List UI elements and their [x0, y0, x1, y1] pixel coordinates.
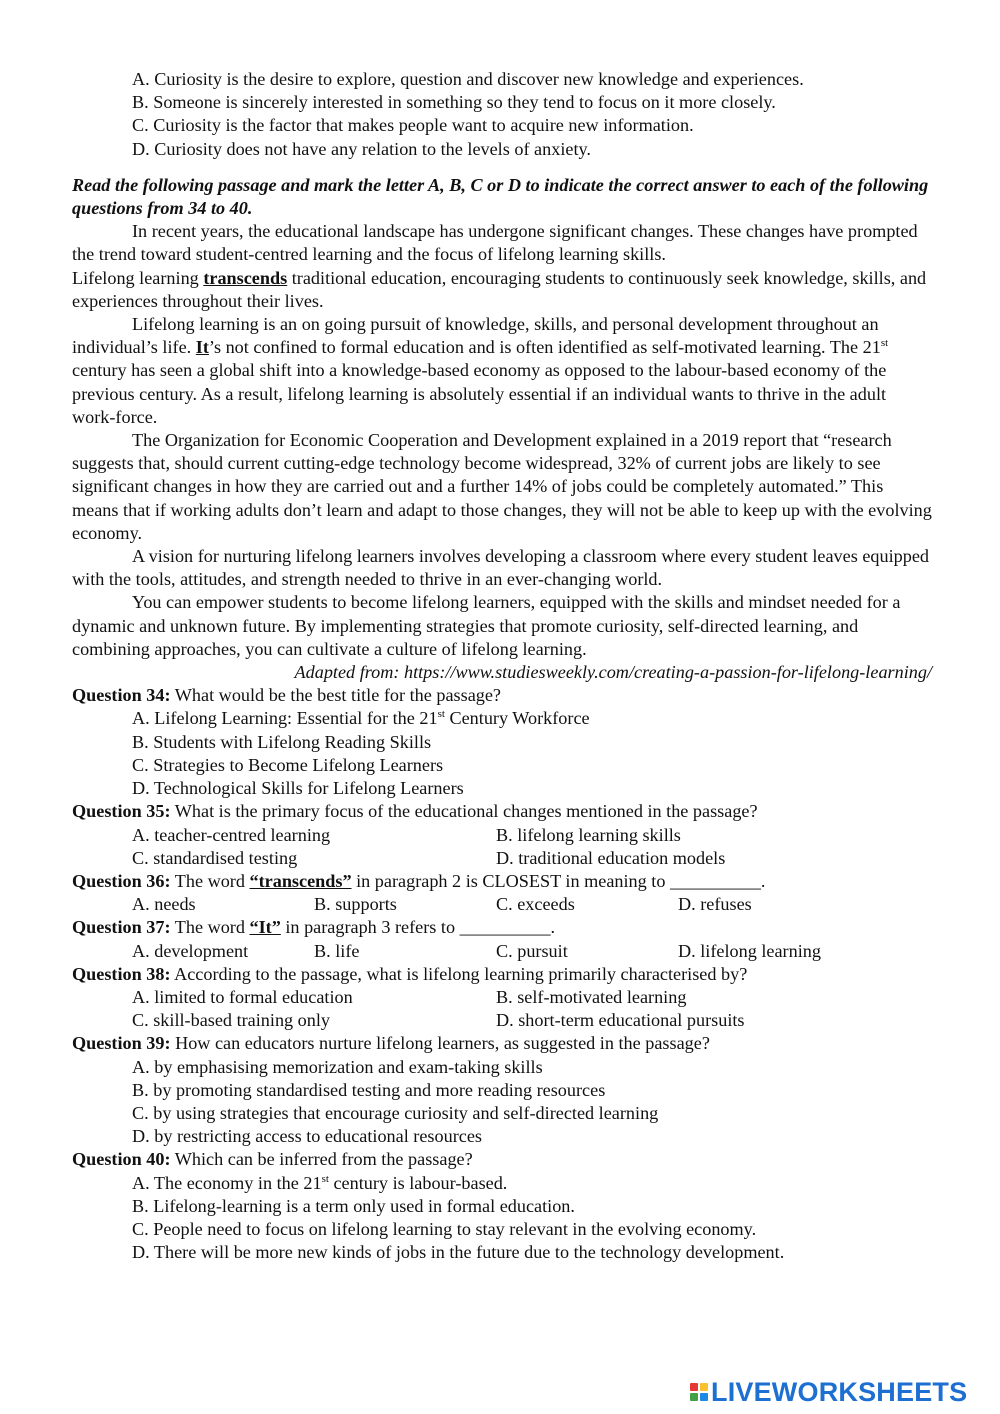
q39-option-c[interactable]: C. by using strategies that encourage curiosity and self-directed learning: [132, 1102, 659, 1123]
liveworksheets-logo[interactable]: [690, 1378, 967, 1406]
logo-square-yellow: [700, 1383, 708, 1391]
q40-option-d[interactable]: D. There will be more new kinds of jobs in the future due to the technology development.: [132, 1242, 785, 1263]
q37-option-a[interactable]: A. development: [132, 940, 249, 961]
q39-option-b[interactable]: B. by promoting standardised testing and more reading resources: [132, 1079, 606, 1100]
q39-option-a[interactable]: A. by emphasising memorization and exam-taking skills: [132, 1056, 543, 1077]
q36-option-d[interactable]: D. refuses: [678, 894, 752, 915]
question-36: [72, 870, 932, 916]
q36-keyword: “transcends”: [249, 870, 352, 891]
passage-paragraph-6: You can empower students to become lifelong learners, equipped with the skills and mindset needed for a dynamic and unknown future. By implementing strategies that promote curiosity, self-directed learning, and combining approaches, you can cultivate a culture of lifelong learning.: [72, 592, 901, 659]
p1-text: In recent years, the educational landscape has undergone significant changes. These changes have prompted the trend toward student-centred learning and the focus of lifelong learning skills.: [72, 221, 918, 265]
q35-stem: Question 35: What is the primary focus of the educational changes mentioned in the passage?: [72, 801, 758, 822]
q35-option-d[interactable]: D. traditional education models: [496, 847, 726, 868]
q33-option-a[interactable]: A. Curiosity is the desire to explore, question and discover new knowledge and experiences.: [132, 69, 804, 89]
passage-paragraph-3: Lifelong learning is an on going pursuit of knowledge, skills, and personal development throughout an individual’s life. It’s not confined to formal education and is often identified as self-motivated learning. The 21st century has seen a global shift into a knowledge-based economy as opposed to the labour-based economy of the previous century. As a result, lifelong learning is absolutely essential if an individual wants to thrive in the adult work-force.: [72, 314, 889, 427]
q36-option-a[interactable]: A. needs: [132, 894, 196, 915]
q40-option-b[interactable]: B. Lifelong-learning is a term only used in formal education.: [132, 1195, 575, 1216]
q34-option-b[interactable]: B. Students with Lifelong Reading Skills: [132, 731, 432, 752]
keyword-transcends: transcends: [203, 267, 288, 288]
q33-option-c[interactable]: C. Curiosity is the factor that makes people want to acquire new information.: [132, 115, 694, 136]
q40-option-c[interactable]: C. People need to focus on lifelong learning to stay relevant in the evolving economy.: [132, 1218, 757, 1239]
logo-square-blue: [700, 1393, 708, 1401]
q37-option-b[interactable]: B. life: [314, 940, 360, 961]
logo-square-green: [690, 1393, 698, 1401]
q34-option-c[interactable]: C. Strategies to Become Lifelong Learners: [132, 754, 444, 775]
keyword-it: It: [195, 337, 209, 358]
q36-option-b[interactable]: B. supports: [314, 894, 397, 915]
passage-paragraph-4: The Organization for Economic Cooperation and Development explained in a 2019 report that “research suggests that, should current cutting-edge technology become widespread, 32% of current jobs are likely to see significant changes in how they are carried out and a further 14% of jobs could be completely automated.” This means that if working adults don’t learn and adapt to those changes, they will not be able to keep up with the evolving economy.: [72, 430, 932, 543]
q37-option-c[interactable]: C. pursuit: [496, 940, 568, 961]
passage-paragraph-1: [72, 220, 932, 266]
question-39: [72, 1032, 932, 1148]
q33-option-d[interactable]: D. Curiosity does not have any relation to the levels of anxiety.: [132, 138, 591, 159]
passage-paragraph-2: Lifelong learning transcends traditional education, encouraging students to continuously seek knowledge, skills, and experiences throughout their lives.: [72, 267, 927, 311]
q40-option-a[interactable]: A. The economy in the 21st century is labour-based.: [132, 1172, 508, 1193]
reading-passage: [72, 220, 932, 684]
question-34: [72, 684, 932, 800]
q38-option-b[interactable]: B. self-motivated learning: [496, 986, 687, 1007]
worksheet-page: [72, 68, 932, 1264]
q35-option-a[interactable]: A. teacher-centred learning: [132, 824, 331, 845]
q37-keyword: “It”: [249, 917, 281, 938]
q33-options: [72, 68, 932, 161]
q36-stem: Question 36: The word “transcends” in paragraph 2 is CLOSEST in meaning to __________.: [72, 870, 766, 891]
q37-option-d[interactable]: D. lifelong learning: [678, 940, 821, 961]
q38-stem: Question 38: According to the passage, what is lifelong learning primarily characterised by?: [72, 963, 748, 984]
q34-option-a[interactable]: A. Lifelong Learning: Essential for the 21st Century Workforce: [132, 708, 590, 729]
logo-mark-icon: [690, 1383, 708, 1401]
question-37: [72, 916, 932, 962]
question-38: [72, 963, 932, 1033]
question-40: [72, 1148, 932, 1264]
q38-option-a[interactable]: A. limited to formal education: [132, 986, 353, 1007]
q34-option-d[interactable]: D. Technological Skills for Lifelong Learners: [132, 778, 464, 799]
q34-stem: Question 34: What would be the best title for the passage?: [72, 685, 502, 706]
q39-option-d[interactable]: D. by restricting access to educational resources: [132, 1126, 482, 1147]
passage-source: Adapted from: https://www.studiesweekly.com/creating-a-passion-for-lifelong-learning/: [294, 662, 932, 683]
q40-stem: Question 40: Which can be inferred from the passage?: [72, 1149, 473, 1170]
logo-square-red: [690, 1383, 698, 1391]
passage-paragraph-5: A vision for nurturing lifelong learners involves developing a classroom where every student leaves equipped with the tools, attitudes, and strength needed to thrive in an ever-changing world.: [72, 546, 929, 590]
q35-option-c[interactable]: C. standardised testing: [132, 847, 298, 868]
q37-stem: Question 37: The word “It” in paragraph 3 refers to __________.: [72, 917, 556, 938]
q38-option-c[interactable]: C. skill-based training only: [132, 1010, 331, 1031]
q35-option-b[interactable]: B. lifelong learning skills: [496, 824, 681, 845]
q38-option-d[interactable]: D. short-term educational pursuits: [496, 1010, 745, 1031]
logo-text: LIVEWORKSHEETS: [711, 1376, 968, 1407]
q33-option-b[interactable]: B. Someone is sincerely interested in something so they tend to focus on it more closely.: [132, 92, 776, 113]
question-35: [72, 800, 932, 870]
q39-stem: Question 39: How can educators nurture lifelong learners, as suggested in the passage?: [72, 1033, 710, 1054]
q36-option-c[interactable]: C. exceeds: [496, 894, 575, 915]
section-instruction: Read the following passage and mark the letter A, B, C or D to indicate the correct answer to each of the following questions from 34 to 40.: [72, 174, 929, 219]
